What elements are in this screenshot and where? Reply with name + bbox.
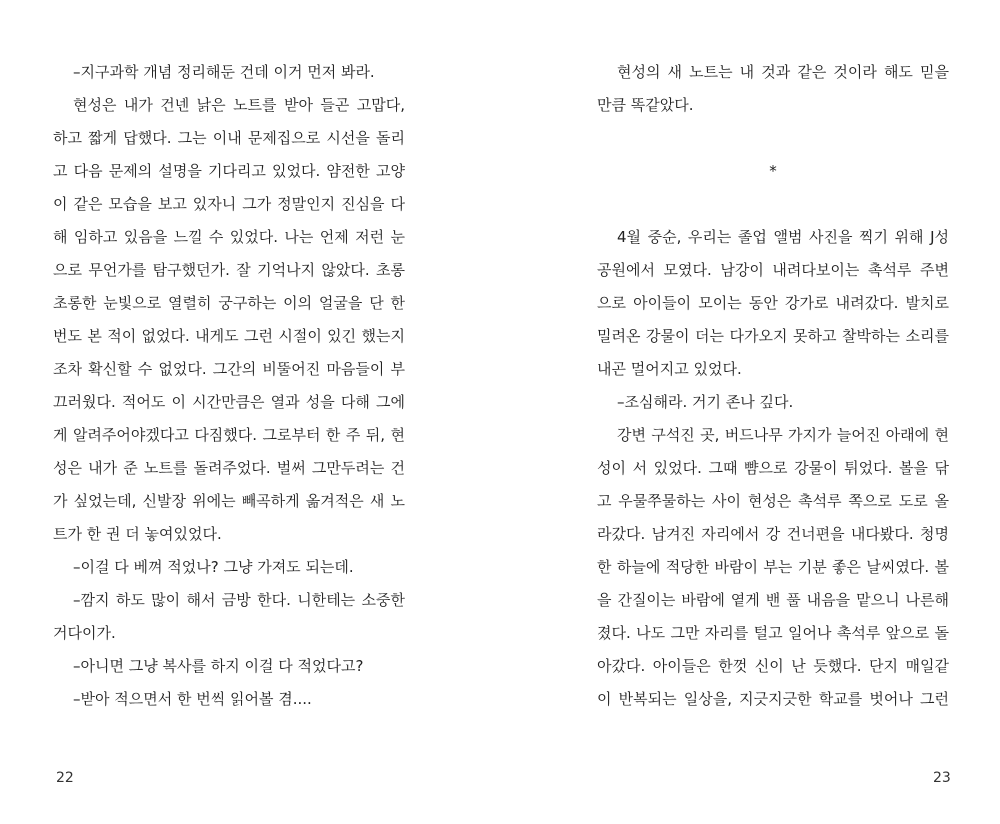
- text-line: 으로 아이들이 모이는 동안 강가로 내려갔다. 발치로: [597, 294, 949, 312]
- section-separator: *: [769, 162, 777, 180]
- text-line: 성은 내가 준 노트를 돌려주었다. 벌써 그만두려는 건: [53, 459, 405, 477]
- dialogue-line: –아니면 그냥 복사를 하지 이걸 다 적었다고?: [73, 657, 364, 675]
- text-line: 한 하늘에 적당한 바람이 부는 기분 좋은 날씨였다. 볼: [597, 558, 949, 576]
- text-line: 하고 짧게 답했다. 그는 이내 문제집으로 시선을 돌리: [53, 129, 405, 147]
- text-line: 라갔다. 남겨진 자리에서 강 건너편을 내다봤다. 청명: [597, 525, 949, 543]
- text-line: 이 같은 모습을 보고 있자니 그가 정말인지 진심을 다: [53, 195, 405, 213]
- text-line: 아갔다. 아이들은 한껏 신이 난 듯했다. 단지 매일같: [597, 657, 949, 675]
- text-line: 조차 확신할 수 없었다. 그간의 비뚤어진 마음들이 부: [53, 360, 405, 378]
- text-line: 이 반복되는 일상을, 지긋지긋한 학교를 벗어나 그런: [597, 690, 949, 708]
- text-line: 끄러웠다. 적어도 이 시간만큼은 열과 성을 다해 그에: [53, 393, 405, 411]
- text-line: 거다이가.: [53, 624, 116, 642]
- text-line: 내곤 멀어지고 있었다.: [597, 360, 742, 378]
- spacer: [597, 188, 949, 221]
- text-line: 해 임하고 있음을 느낄 수 있었다. 나는 언제 저런 눈: [53, 228, 405, 246]
- page-number-right: 23: [933, 770, 951, 786]
- text-line: 가 싶었는데, 신발장 위에는 빼곡하게 옮겨적은 새 노: [53, 492, 405, 510]
- text-line: 고 우물쭈물하는 사이 현성은 촉석루 쪽으로 도로 올: [597, 492, 949, 510]
- dialogue-line: –이걸 다 베껴 적었나? 그냥 가져도 되는데.: [73, 558, 354, 576]
- text-line: 졌다. 나도 그만 자리를 털고 일어나 촉석루 앞으로 돌: [597, 624, 949, 642]
- text-line: 번도 본 적이 없었다. 내게도 그런 시절이 있긴 했는지: [53, 327, 405, 345]
- text-line: 강변 구석진 곳, 버드나무 가지가 늘어진 아래에 현: [617, 426, 949, 444]
- right-page: [597, 56, 949, 716]
- text-line: 게 알려주어야겠다고 다짐했다. 그로부터 한 주 뒤, 현: [53, 426, 405, 444]
- text-line: 공원에서 모였다. 남강이 내려다보이는 촉석루 주변: [597, 261, 949, 279]
- dialogue-line: –조심해라. 거기 존나 깊다.: [617, 393, 794, 411]
- text-line: 고 다음 문제의 설명을 기다리고 있었다. 얌전한 고양: [53, 162, 405, 180]
- text-line: 트가 한 권 더 놓여있었다.: [53, 525, 222, 543]
- text-line: 4월 중순, 우리는 졸업 앨범 사진을 찍기 위해 J성: [617, 228, 949, 246]
- left-page: [53, 56, 405, 716]
- text-line: 초롱한 눈빛으로 열렬히 궁구하는 이의 얼굴을 단 한: [53, 294, 405, 312]
- page-number-left: 22: [56, 770, 74, 786]
- text-line: 현성은 내가 건넨 낡은 노트를 받아 들곤 고맙다,: [73, 96, 405, 114]
- dialogue-line: –깜지 하도 많이 해서 금방 한다. 니한테는 소중한: [73, 591, 405, 609]
- text-line: –지구과학 개념 정리해둔 건데 이거 먼저 봐라.: [73, 63, 375, 81]
- text-line: 성이 서 있었다. 그때 뺨으로 강물이 튀었다. 볼을 닦: [597, 459, 949, 477]
- text-line: 을 간질이는 바람에 옅게 밴 풀 내음을 맡으니 나른해: [597, 591, 949, 609]
- dialogue-line: –받아 적으면서 한 번씩 읽어볼 겸....: [73, 690, 312, 708]
- text-line: 으로 무언가를 탐구했던가. 잘 기억나지 않았다. 초롱: [53, 261, 405, 279]
- spacer: [597, 122, 949, 155]
- text-line: 밀려온 강물이 더는 다가오지 못하고 찰박하는 소리를: [597, 327, 949, 345]
- text-line: 현성의 새 노트는 내 것과 같은 것이라 해도 믿을: [617, 63, 949, 81]
- text-line: 만큼 똑같았다.: [597, 96, 694, 114]
